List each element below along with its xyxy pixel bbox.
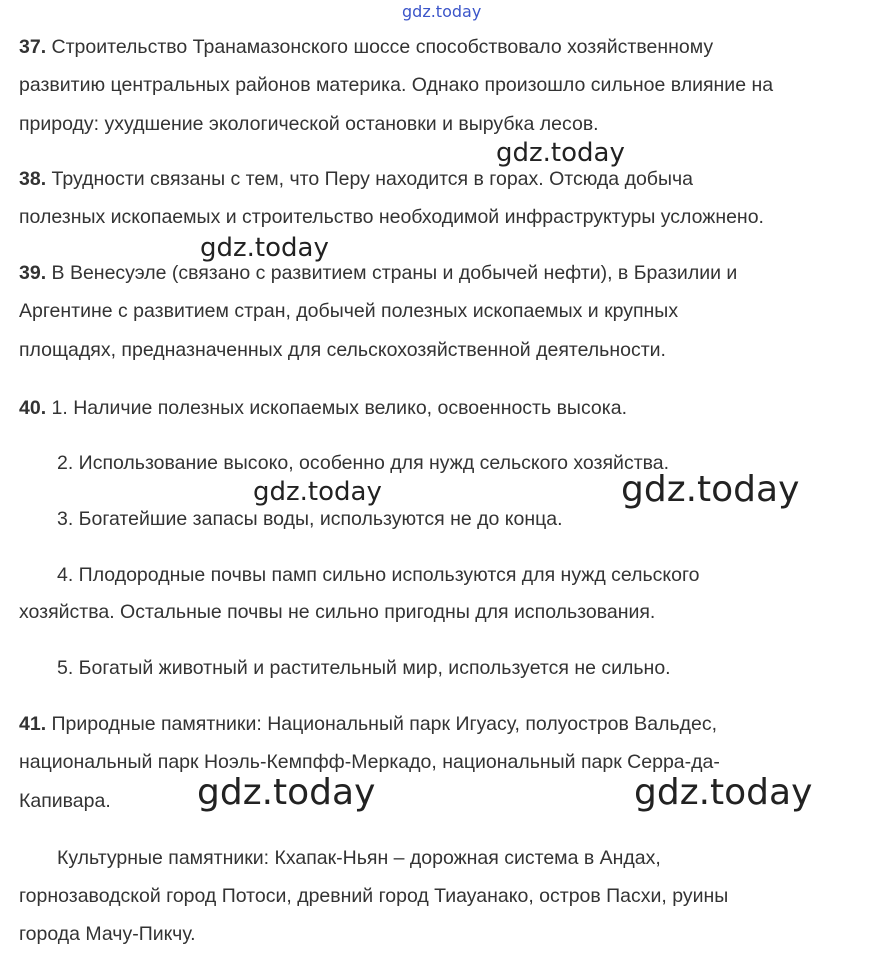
- answer-37-line: [19, 35, 713, 59]
- answer-39-line: Аргентине с развитием стран, добычей полезных ископаемых и крупных: [19, 300, 679, 322]
- answer-41-cultural-line: Культурные памятники: Кхапак-Ньян – дорожная система в Андах,: [57, 847, 661, 869]
- watermark-top: gdz.today: [402, 2, 482, 21]
- answer-41-line: [19, 712, 717, 736]
- answer-40-item-3: 3. Богатейшие запасы воды, используются не до конца.: [57, 508, 563, 530]
- answer-number: 40.: [19, 397, 47, 419]
- answer-number: 39.: [19, 262, 47, 284]
- watermark: gdz.today: [496, 138, 625, 168]
- answer-number: 41.: [19, 713, 47, 735]
- answer-text: Трудности связаны с тем, что Перу находится в горах. Отсюда добыча: [51, 168, 693, 190]
- answer-text: Природные памятники: Национальный парк Игуасу, полуостров Вальдес,: [51, 713, 717, 735]
- answer-40-line: [19, 396, 627, 420]
- answer-37-line: развитию центральных районов материка. Однако произошло сильное влияние на: [19, 74, 774, 96]
- answer-37-line: природу: ухудшение экологической остановки и вырубка лесов.: [19, 113, 599, 135]
- answer-40-item-2: 2. Использование высоко, особенно для нужд сельского хозяйства.: [57, 452, 670, 474]
- answer-40-item-4-cont: хозяйства. Остальные почвы не сильно пригодны для использования.: [19, 601, 656, 623]
- answer-text: 1. Наличие полезных ископаемых велико, освоенность высока.: [51, 397, 627, 419]
- answer-40-item-4: 4. Плодородные почвы памп сильно используются для нужд сельского: [57, 564, 700, 586]
- answer-41-line: Капивара.: [19, 790, 111, 812]
- watermark: gdz.today: [200, 233, 329, 263]
- answer-41-cultural-line: горнозаводской город Потоси, древний город Тиауанако, остров Пасхи, руины: [19, 885, 729, 907]
- answer-number: 37.: [19, 36, 47, 58]
- watermark: gdz.today: [253, 477, 382, 507]
- answer-40-item-5: 5. Богатый животный и растительный мир, используется не сильно.: [57, 657, 671, 679]
- watermark: gdz.today: [621, 469, 800, 510]
- answer-38-line: [19, 167, 693, 191]
- answer-39-line: [19, 261, 737, 285]
- answer-text: В Венесуэле (связано с развитием страны и добычей нефти), в Бразилии и: [51, 262, 738, 284]
- watermark: gdz.today: [197, 772, 376, 813]
- answer-text: Строительство Транамазонского шоссе способствовало хозяйственному: [51, 36, 714, 58]
- answer-41-line: национальный парк Ноэль-Кемпфф-Меркадо, национальный парк Серра-да-: [19, 751, 720, 773]
- answer-number: 38.: [19, 168, 47, 190]
- answer-41-cultural-line: города Мачу-Пикчу.: [19, 923, 196, 945]
- answer-39-line: площадях, предназначенных для сельскохозяйственной деятельности.: [19, 339, 666, 361]
- watermark: gdz.today: [634, 772, 813, 813]
- answer-38-line: полезных ископаемых и строительство необходимой инфраструктуры усложнено.: [19, 206, 764, 228]
